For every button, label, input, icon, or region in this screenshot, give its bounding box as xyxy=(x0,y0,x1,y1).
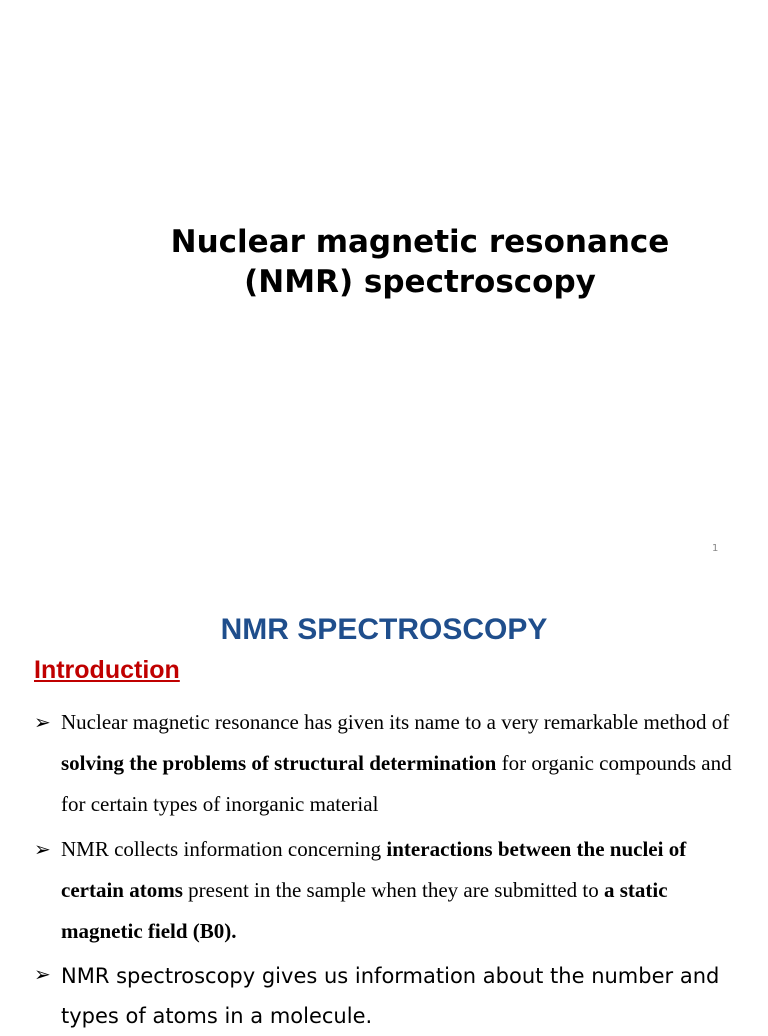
bullet-bold-text: solving the problems of structural determination xyxy=(61,751,497,775)
arrow-bullet-icon: ➢ xyxy=(34,962,51,986)
arrow-bullet-icon: ➢ xyxy=(34,837,51,861)
bullet-item xyxy=(0,702,768,825)
slide-title xyxy=(100,222,740,302)
bullet-bold-text: a static magnetic field (B0). xyxy=(61,878,668,943)
bullet-text-part: Nuclear magnetic resonance has given its name to a very remarkable method of xyxy=(61,710,730,734)
page-number: 1 xyxy=(712,543,719,554)
bullet-bold-text: interactions between the nuclei of certain atoms xyxy=(61,837,687,902)
arrow-bullet-icon: ➢ xyxy=(34,710,51,734)
bullet-text xyxy=(61,829,748,952)
bullet-text: NMR spectroscopy gives us information about the number and types of atoms in a molecule. xyxy=(61,964,720,1028)
bullet-text xyxy=(61,702,748,825)
slide-title-line-1: Nuclear magnetic resonance xyxy=(170,224,670,260)
bullet-text-part: NMR collects information concerning xyxy=(61,837,387,861)
bullet-list xyxy=(0,702,768,1036)
bullet-text-part: present in the sample when they are submitted to xyxy=(182,878,604,902)
bullet-item xyxy=(0,829,768,952)
section-heading: Introduction xyxy=(34,656,180,684)
slide-title-line-2: (NMR) spectroscopy xyxy=(244,264,596,300)
bullet-text-part: for organic compounds and for certain types of inorganic material xyxy=(61,751,732,816)
content-slide-title: NMR SPECTROSCOPY xyxy=(220,613,548,646)
content-slide xyxy=(0,576,768,1028)
bullet-item xyxy=(0,956,768,1036)
